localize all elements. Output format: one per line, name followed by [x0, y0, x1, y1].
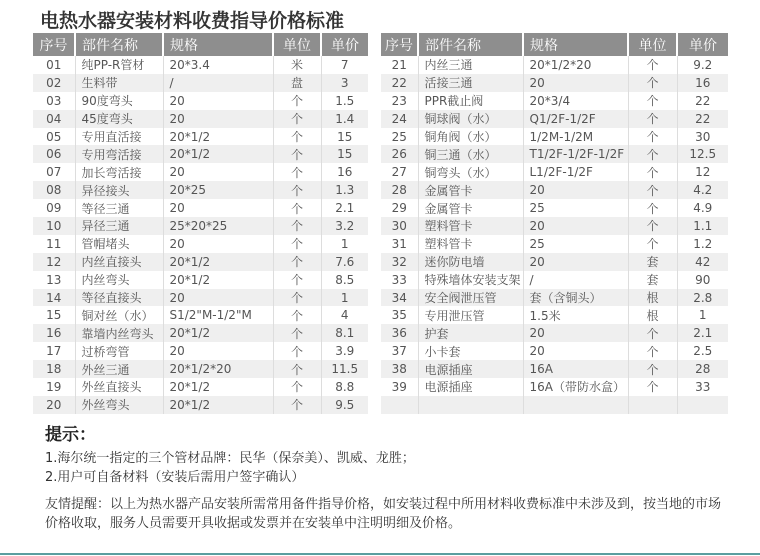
part-name: 活接三通 [418, 74, 523, 92]
table-row [381, 110, 728, 128]
table-row [381, 378, 728, 396]
spec: 20 [163, 92, 273, 110]
table-row [33, 110, 368, 128]
unit-price: 4 [340, 308, 349, 323]
part-name: 等径三通 [75, 199, 163, 217]
friendly-reminder: 友情提醒：以上为热水器产品安装所需常用备件指导价格，如安装过程中所用材料收费标准中未涉及到，按当地的市场价格收取，服务人员需要开具收据或发票并在安装单中注明明细及价格。 [45, 497, 722, 531]
table-row [33, 217, 368, 235]
part-name: 外丝三通 [75, 360, 163, 378]
unit-price: 7.6 [321, 253, 368, 271]
table-row [33, 360, 368, 378]
row-number: 19 [33, 378, 75, 396]
part-name: 小卡套 [418, 342, 523, 360]
spec: Q1/2F-1/2F [523, 110, 628, 128]
unit-price: 2.1 [677, 324, 728, 342]
table-row [33, 306, 368, 324]
table-row [381, 360, 728, 378]
spec: 20 [523, 181, 628, 199]
unit: 个 [628, 74, 677, 92]
table-header [33, 33, 368, 56]
row-number: 11 [33, 235, 75, 253]
row-number: 39 [381, 378, 418, 396]
spec: 20*1/2 [163, 324, 273, 342]
unit-price: 1.3 [321, 181, 368, 199]
unit-price: 22 [695, 93, 711, 108]
row-number: 38 [381, 360, 418, 378]
part-name: 金属管卡 [418, 181, 523, 199]
unit-price: 2.5 [693, 344, 713, 359]
unit: 个 [628, 181, 677, 199]
part-name: 金属管卡 [418, 199, 523, 217]
table-row [381, 56, 728, 74]
part-name: 管帽堵头 [75, 235, 163, 253]
table-row [381, 342, 728, 360]
table-row [33, 324, 368, 342]
unit-price: 3.9 [335, 344, 355, 359]
spec: 25 [523, 235, 628, 253]
col-price: 单价 [677, 33, 728, 56]
unit-price: 1 [340, 236, 349, 251]
table-header [381, 33, 728, 56]
unit: 个 [273, 378, 321, 396]
row-number: 22 [381, 74, 418, 92]
col-no: 序号 [381, 33, 418, 56]
table-row [33, 128, 368, 146]
spec: 20*1/2 [163, 145, 273, 163]
unit-price: 8.1 [321, 324, 368, 342]
part-name: 安全阀泄压管 [418, 289, 523, 307]
col-spec: 规格 [163, 33, 273, 56]
part-name: 电源插座 [418, 378, 523, 396]
row-number: 34 [381, 289, 418, 307]
row-number: 17 [33, 342, 75, 360]
part-name: 专用直活接 [75, 128, 163, 146]
unit-price: 3 [321, 74, 368, 92]
unit: 个 [273, 199, 321, 217]
spec: 套（含铜头） [523, 289, 628, 307]
col-name: 部件名称 [75, 33, 163, 56]
part-name: 塑料管卡 [418, 217, 523, 235]
table-row [381, 396, 728, 414]
part-name: 90度弯头 [75, 92, 163, 110]
unit-price: 22 [677, 110, 728, 128]
table-row [33, 163, 368, 181]
spec: 16A [523, 360, 628, 378]
unit: 个 [273, 181, 321, 199]
part-name: 过桥弯管 [75, 342, 163, 360]
row-number: 08 [33, 181, 75, 199]
tips-heading: 提示： [45, 425, 96, 445]
part-name: 异径三通 [75, 217, 163, 235]
tip-item-2: 2.用户可自备材料（安装后需用户签字确认） [45, 470, 305, 485]
spec: 20 [523, 253, 628, 271]
part-name: 生料带 [75, 74, 163, 92]
row-number: 33 [381, 271, 418, 289]
unit: 个 [273, 163, 321, 181]
unit: 个 [628, 110, 677, 128]
spec: 20*1/2 [163, 253, 273, 271]
part-name: 内丝弯头 [75, 271, 163, 289]
table-row [381, 128, 728, 146]
table-row [33, 271, 368, 289]
unit: 个 [628, 128, 677, 146]
unit-price: 9.2 [693, 57, 713, 72]
row-number: 02 [33, 74, 75, 92]
table-row [381, 306, 728, 324]
unit: 个 [273, 396, 321, 414]
unit-price: 33 [695, 379, 711, 394]
spec: 20*1/2 [163, 128, 273, 146]
part-name: 专用泄压管 [418, 306, 523, 324]
part-name: 特殊墙体安装支架 [418, 271, 523, 289]
row-number: 04 [33, 110, 75, 128]
part-name: 加长弯活接 [75, 163, 163, 181]
spec: 20*1/2 [163, 271, 273, 289]
unit: 个 [273, 92, 321, 110]
spec: 20 [163, 163, 273, 181]
unit: 盘 [273, 74, 321, 92]
row-number: 09 [33, 199, 75, 217]
row-number: 21 [381, 56, 418, 74]
row-number: 01 [33, 56, 75, 74]
spec: 20*25 [163, 181, 273, 199]
col-no: 序号 [33, 33, 75, 56]
col-price: 单价 [321, 33, 368, 56]
unit-price: 1.2 [693, 236, 713, 251]
table-row [381, 271, 728, 289]
unit-price: 90 [695, 272, 711, 287]
unit-price: 7 [340, 57, 349, 72]
unit: 个 [628, 199, 677, 217]
part-name: 内丝直接头 [75, 253, 163, 271]
unit: 个 [628, 378, 677, 396]
unit: 个 [273, 289, 321, 307]
unit-price: 42 [677, 253, 728, 271]
price-table-left [33, 33, 368, 414]
spec: 1.5米 [523, 306, 628, 324]
tip-item-1: 1.海尔统一指定的三个管材品牌：民华（保奈美）、凯威、龙胜； [45, 451, 415, 466]
unit: 个 [628, 217, 677, 235]
spec: 25*20*25 [163, 217, 273, 235]
part-name: 铜三通（水） [418, 145, 523, 163]
spec [523, 396, 628, 414]
part-name: 外丝弯头 [75, 396, 163, 414]
part-name: 外丝直接头 [75, 378, 163, 396]
spec: T1/2F-1/2F-1/2F [523, 145, 628, 163]
unit: 个 [273, 324, 321, 342]
unit-price: 12 [695, 165, 711, 180]
unit: 个 [628, 92, 677, 110]
row-number: 37 [381, 342, 418, 360]
spec: 20 [163, 342, 273, 360]
spec: 20*1/2*20 [163, 360, 273, 378]
unit: 套 [628, 271, 677, 289]
part-name: 护套 [418, 324, 523, 342]
part-name: 45度弯头 [75, 110, 163, 128]
price-table-right [381, 33, 728, 414]
spec: 20 [523, 342, 628, 360]
spec: 1/2M-1/2M [523, 128, 628, 146]
table-row [381, 253, 728, 271]
unit: 根 [628, 289, 677, 307]
row-number: 07 [33, 163, 75, 181]
part-name: 铜弯头（水） [418, 163, 523, 181]
unit: 个 [273, 271, 321, 289]
unit-price: 16 [677, 74, 728, 92]
unit: 个 [273, 306, 321, 324]
row-number: 29 [381, 199, 418, 217]
unit-price: 1 [321, 289, 368, 307]
spec: 20*3/4 [523, 92, 628, 110]
table-row [381, 289, 728, 307]
table-row [33, 253, 368, 271]
unit: 个 [628, 360, 677, 378]
table-row [33, 396, 368, 414]
unit-price: 1.4 [321, 110, 368, 128]
unit-price: 4.2 [677, 181, 728, 199]
row-number: 06 [33, 145, 75, 163]
unit-price: 4.9 [693, 201, 713, 216]
spec: / [163, 74, 273, 92]
unit: 个 [273, 253, 321, 271]
unit: 个 [628, 163, 677, 181]
row-number [381, 396, 418, 414]
row-number: 28 [381, 181, 418, 199]
unit-price: 1.5 [335, 93, 355, 108]
row-number: 35 [381, 306, 418, 324]
table-row [33, 181, 368, 199]
row-number: 13 [33, 271, 75, 289]
table-row [33, 92, 368, 110]
unit: 个 [273, 128, 321, 146]
row-number: 16 [33, 324, 75, 342]
unit: 个 [273, 217, 321, 235]
part-name: 内丝三通 [418, 56, 523, 74]
table-row [381, 324, 728, 342]
unit: 个 [273, 235, 321, 253]
unit-price: 30 [695, 129, 711, 144]
spec: 20 [163, 110, 273, 128]
unit-price: 28 [677, 360, 728, 378]
spec: 20 [523, 324, 628, 342]
spec: 20 [163, 289, 273, 307]
table-row [381, 74, 728, 92]
spec: L1/2F-1/2F [523, 163, 628, 181]
part-name: 铜角阀（水） [418, 128, 523, 146]
row-number: 03 [33, 92, 75, 110]
unit-price: 2.8 [677, 289, 728, 307]
table-row [33, 342, 368, 360]
row-number: 30 [381, 217, 418, 235]
part-name: 塑料管卡 [418, 235, 523, 253]
part-name: 异径接头 [75, 181, 163, 199]
row-number: 05 [33, 128, 75, 146]
unit-price: 12.5 [677, 145, 728, 163]
part-name: 靠墙内丝弯头 [75, 324, 163, 342]
part-name: 专用弯活接 [75, 145, 163, 163]
unit-price: 8.5 [335, 272, 355, 287]
unit: 个 [628, 235, 677, 253]
unit: 根 [628, 306, 677, 324]
unit: 米 [273, 56, 321, 74]
row-number: 23 [381, 92, 418, 110]
unit-price: 15 [337, 129, 353, 144]
unit: 个 [628, 324, 677, 342]
unit-price: 11.5 [321, 360, 368, 378]
part-name [418, 396, 523, 414]
unit: 个 [273, 145, 321, 163]
spec: 20*3.4 [163, 56, 273, 74]
part-name: 纯PP-R管材 [75, 56, 163, 74]
col-unit: 单位 [628, 33, 677, 56]
spec: 20 [523, 217, 628, 235]
unit-price: 3.2 [321, 217, 368, 235]
unit: 个 [628, 56, 677, 74]
row-number: 27 [381, 163, 418, 181]
table-row [381, 92, 728, 110]
unit-price: 2.1 [335, 201, 355, 216]
table-row [381, 163, 728, 181]
row-number: 36 [381, 324, 418, 342]
row-number: 10 [33, 217, 75, 235]
spec: 20*1/2 [163, 396, 273, 414]
part-name: 迷你防电墙 [418, 253, 523, 271]
spec: 20 [163, 235, 273, 253]
unit [628, 396, 677, 414]
row-number: 14 [33, 289, 75, 307]
page-title: 电热水器安装材料收费指导价格标准 [40, 10, 345, 32]
row-number: 20 [33, 396, 75, 414]
part-name: 等径直接头 [75, 289, 163, 307]
unit: 个 [273, 110, 321, 128]
table-row [33, 145, 368, 163]
spec: 20*1/2 [163, 378, 273, 396]
table-row [381, 235, 728, 253]
unit: 个 [628, 342, 677, 360]
unit-price: 8.8 [335, 379, 355, 394]
unit-price: 9.5 [321, 396, 368, 414]
spec: 16A（带防水盒） [523, 378, 628, 396]
table-row [381, 199, 728, 217]
row-number: 26 [381, 145, 418, 163]
spec: 20 [163, 199, 273, 217]
table-row [381, 145, 728, 163]
unit-price: 15 [321, 145, 368, 163]
row-number: 31 [381, 235, 418, 253]
row-number: 12 [33, 253, 75, 271]
spec: / [523, 271, 628, 289]
col-unit: 单位 [273, 33, 321, 56]
bottom-divider [0, 553, 760, 555]
table-row [381, 217, 728, 235]
spec: 25 [523, 199, 628, 217]
spec: 20*1/2*20 [523, 56, 628, 74]
row-number: 32 [381, 253, 418, 271]
row-number: 24 [381, 110, 418, 128]
table-row [33, 199, 368, 217]
spec: S1/2"M-1/2"M [163, 306, 273, 324]
table-row [33, 235, 368, 253]
unit-price: 16 [337, 165, 353, 180]
part-name: 电源插座 [418, 360, 523, 378]
unit: 个 [273, 342, 321, 360]
row-number: 18 [33, 360, 75, 378]
col-spec: 规格 [523, 33, 628, 56]
table-row [33, 378, 368, 396]
table-row [33, 56, 368, 74]
unit-price: 1.1 [677, 217, 728, 235]
part-name: PPR截止阀 [418, 92, 523, 110]
table-row [381, 181, 728, 199]
table-row [33, 289, 368, 307]
unit: 个 [273, 360, 321, 378]
row-number: 25 [381, 128, 418, 146]
row-number: 15 [33, 306, 75, 324]
unit-price: 1 [698, 308, 707, 323]
part-name: 铜球阀（水） [418, 110, 523, 128]
unit: 套 [628, 253, 677, 271]
part-name: 铜对丝（水） [75, 306, 163, 324]
unit-price [677, 396, 728, 414]
table-row [33, 74, 368, 92]
spec: 20 [523, 74, 628, 92]
unit: 个 [628, 145, 677, 163]
col-name: 部件名称 [418, 33, 523, 56]
